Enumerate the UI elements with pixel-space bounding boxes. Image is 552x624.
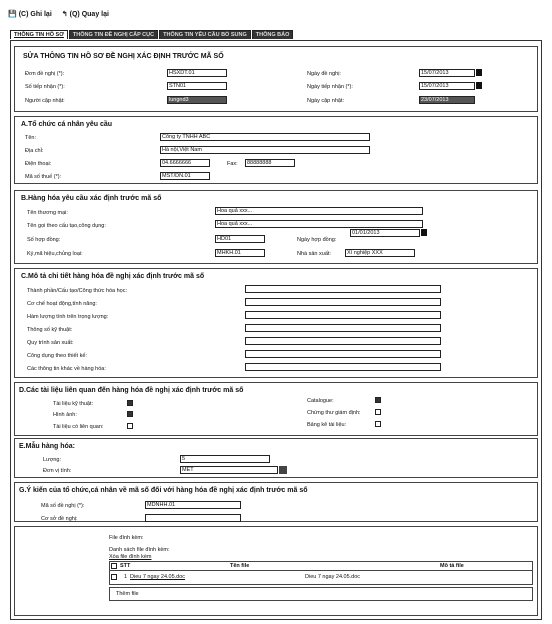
toolbar bbox=[8, 10, 109, 18]
co-so-de-nghi-input[interactable] bbox=[145, 514, 241, 522]
section-e bbox=[14, 438, 538, 478]
back-button-label: (Q) Quay lại bbox=[69, 10, 109, 18]
tab-bar bbox=[10, 30, 294, 39]
them-file-button[interactable]: Thêm file bbox=[116, 591, 139, 597]
ky-ma-hieu-input[interactable]: MHKH.01 bbox=[215, 249, 265, 257]
ten-goi-label: Tên gọi theo cấu tạo,công dụng: bbox=[27, 223, 106, 229]
doc-checkbox[interactable] bbox=[375, 421, 381, 427]
calendar-icon[interactable] bbox=[476, 69, 482, 76]
detail-row-label: Thông số kỹ thuật: bbox=[27, 327, 73, 333]
col-stt-header: STT bbox=[120, 563, 131, 569]
detail-row-label: Các thông tin khác về hàng hóa: bbox=[27, 366, 106, 372]
ma-so-thue-input[interactable]: MST/DN.01 bbox=[160, 172, 210, 180]
so-hop-dong-label: Số hợp đồng: bbox=[27, 237, 61, 243]
doc-label: Tài liệu kỹ thuật: bbox=[53, 401, 94, 407]
don-de-nghi-input[interactable]: HSXDT.01 bbox=[167, 69, 227, 77]
ma-so-de-nghi-label: Mã số đề nghị (*): bbox=[41, 503, 85, 509]
fax-label: Fax: bbox=[227, 161, 238, 167]
row-checkbox[interactable] bbox=[111, 574, 117, 580]
section-a-title: A.Tổ chức cá nhân yêu cầu bbox=[21, 121, 113, 128]
detail-row-input[interactable] bbox=[245, 363, 441, 371]
detail-row-label: Thành phần/Cấu tạo/Công thức hóa học: bbox=[27, 288, 128, 294]
section-a bbox=[14, 116, 538, 184]
detail-row-input[interactable] bbox=[245, 298, 441, 306]
ngay-de-nghi-label: Ngày đề nghị: bbox=[307, 71, 341, 77]
file-dinh-kem-label: File đính kèm: bbox=[109, 535, 144, 541]
save-button[interactable] bbox=[8, 10, 52, 18]
ky-ma-hieu-label: Ký,mã hiệu,chủng loại: bbox=[27, 251, 83, 257]
xoa-file-link[interactable]: Xóa file đính kèm bbox=[109, 554, 152, 560]
them-file-row bbox=[109, 587, 533, 601]
doc-checkbox[interactable] bbox=[127, 411, 133, 417]
detail-row-label: Quy trình sản xuất: bbox=[27, 340, 74, 346]
so-tiep-nhan-input[interactable]: STN01 bbox=[167, 82, 227, 90]
nguoi-cap-nhat-input: lungnd3 bbox=[167, 96, 227, 104]
ngay-cap-nhat-input: 23/07/2013 bbox=[419, 96, 475, 104]
row-mo-ta: Dieu 7 ngay 24.05.doc bbox=[305, 574, 361, 580]
page-title: SỬA THÔNG TIN HỒ SƠ ĐỀ NGHỊ XÁC ĐỊNH TRƯỚC MÃ SỐ bbox=[23, 53, 224, 60]
detail-row-label: Cơ chế hoạt động,tính năng: bbox=[27, 301, 97, 307]
doc-label: Catalogue: bbox=[307, 398, 334, 404]
row-file-link[interactable]: Dieu 7 ngay 24.05.doc bbox=[130, 574, 186, 580]
save-icon: 💾 bbox=[8, 11, 17, 18]
ngay-cap-nhat-label: Ngày cập nhật: bbox=[307, 98, 344, 104]
chevron-down-icon[interactable] bbox=[279, 466, 287, 474]
back-arrow-icon: ↰ bbox=[61, 11, 68, 18]
table-header-row bbox=[110, 562, 532, 571]
save-button-label: (C) Ghi lại bbox=[18, 10, 52, 18]
dien-thoai-label: Điện thoại: bbox=[25, 161, 52, 167]
detail-row-input[interactable] bbox=[245, 350, 441, 358]
section-b bbox=[14, 190, 538, 264]
detail-row-label: Hàm lượng tính trên trọng lượng: bbox=[27, 314, 109, 320]
doc-checkbox[interactable] bbox=[375, 397, 381, 403]
dia-chi-label: Địa chỉ: bbox=[25, 148, 44, 154]
section-d bbox=[14, 382, 538, 436]
detail-row-input[interactable] bbox=[245, 324, 441, 332]
ma-so-thue-label: Mã số thuế (*): bbox=[25, 174, 62, 180]
tab-yeu-cau-bo-sung[interactable]: THÔNG TIN YÊU CẦU BỔ SUNG bbox=[159, 30, 251, 39]
calendar-icon[interactable] bbox=[476, 82, 482, 89]
don-vi-select[interactable]: MET bbox=[180, 466, 278, 474]
section-d-title: D.Các tài liệu liên quan đến hàng hóa đề nghị xác định trước mã số bbox=[19, 387, 244, 394]
ten-input[interactable]: Công ty TNHH ABC bbox=[160, 133, 370, 141]
detail-row-input[interactable] bbox=[245, 311, 441, 319]
fax-input[interactable]: 88888888 bbox=[245, 159, 295, 167]
nha-san-xuat-label: Nhà sản xuất: bbox=[297, 251, 331, 257]
detail-row-input[interactable] bbox=[245, 285, 441, 293]
nguoi-cap-nhat-label: Người cập nhật: bbox=[25, 98, 65, 104]
col-mo-ta-header: Mô tả file bbox=[440, 563, 464, 569]
dien-thoai-input[interactable]: 04.6666666 bbox=[160, 159, 210, 167]
section-g bbox=[14, 482, 538, 522]
ma-so-de-nghi-input[interactable]: MDNHH.01 bbox=[145, 501, 241, 509]
back-button[interactable] bbox=[62, 10, 109, 18]
ngay-de-nghi-input[interactable]: 15/07/2013 bbox=[419, 69, 475, 77]
doc-checkbox[interactable] bbox=[375, 409, 381, 415]
detail-row-label: Công dụng theo thiết kế: bbox=[27, 353, 87, 359]
so-hop-dong-input[interactable]: HD01 bbox=[215, 235, 265, 243]
calendar-icon[interactable] bbox=[421, 229, 427, 236]
detail-row-input[interactable] bbox=[245, 337, 441, 345]
select-all-checkbox[interactable] bbox=[111, 563, 117, 569]
don-de-nghi-label: Đơn đề nghị (*): bbox=[25, 71, 65, 77]
doc-label: Hình ảnh: bbox=[53, 412, 77, 418]
don-vi-label: Đơn vị tính: bbox=[43, 468, 72, 474]
luong-input[interactable]: 5 bbox=[180, 455, 270, 463]
row-stt: 1 bbox=[124, 574, 128, 580]
attachments-table bbox=[109, 561, 533, 585]
ngay-hop-dong-input[interactable]: 01/01/2013 bbox=[350, 229, 420, 237]
doc-label: Chứng thư giám định: bbox=[307, 410, 361, 416]
col-ten-file-header: Tên file bbox=[230, 563, 250, 569]
ten-thuong-mai-input[interactable]: Hoa quả xxx... bbox=[215, 207, 423, 215]
ngay-tiep-nhan-label: Ngày tiếp nhận (*): bbox=[307, 84, 353, 90]
doc-label: Tài liệu có liên quan: bbox=[53, 424, 104, 430]
doc-checkbox[interactable] bbox=[127, 400, 133, 406]
luong-label: Lượng: bbox=[43, 457, 61, 463]
ten-thuong-mai-label: Tên thương mại: bbox=[27, 210, 68, 216]
dia-chi-input[interactable]: Hà nội,Việt Nam bbox=[160, 146, 370, 154]
ngay-hop-dong-label: Ngày hợp đồng: bbox=[297, 237, 337, 243]
doc-checkbox[interactable] bbox=[127, 423, 133, 429]
doc-label: Bảng kê tài liệu: bbox=[307, 422, 347, 428]
so-tiep-nhan-label: Số tiếp nhận (*): bbox=[25, 84, 65, 90]
ten-goi-input[interactable]: Hoa quả xxx... bbox=[215, 220, 423, 228]
attachments-section bbox=[14, 526, 538, 616]
tab-de-nghi-cap-cuc[interactable]: THÔNG TIN ĐỀ NGHỊ CẤP CỤC bbox=[69, 30, 158, 39]
section-b-title: B.Hàng hóa yêu cầu xác định trước mã số bbox=[21, 195, 162, 202]
ten-label: Tên: bbox=[25, 135, 37, 141]
section-g-title: G.Ý kiến của tổ chức,cá nhân về mã số đối với hàng hóa đề nghị xác định trước mã số bbox=[19, 487, 308, 494]
nha-san-xuat-input[interactable]: Xí nghiệp XXX bbox=[345, 249, 415, 257]
tab-ho-so[interactable]: THÔNG TIN HỒ SƠ bbox=[10, 30, 68, 39]
co-so-de-nghi-label: Cơ sở đề nghị: bbox=[41, 516, 78, 522]
section-c-title: C.Mô tả chi tiết hàng hóa đề nghị xác định trước mã số bbox=[21, 273, 205, 280]
danh-sach-label: Danh sách file đính kèm: bbox=[109, 547, 170, 553]
section-e-title: E.Mẫu hàng hóa: bbox=[19, 443, 75, 450]
tab-thong-bao[interactable]: THÔNG BÁO bbox=[252, 30, 294, 39]
ngay-tiep-nhan-input[interactable]: 15/07/2013 bbox=[419, 82, 475, 90]
section-c bbox=[14, 268, 538, 378]
header-section bbox=[14, 46, 538, 112]
